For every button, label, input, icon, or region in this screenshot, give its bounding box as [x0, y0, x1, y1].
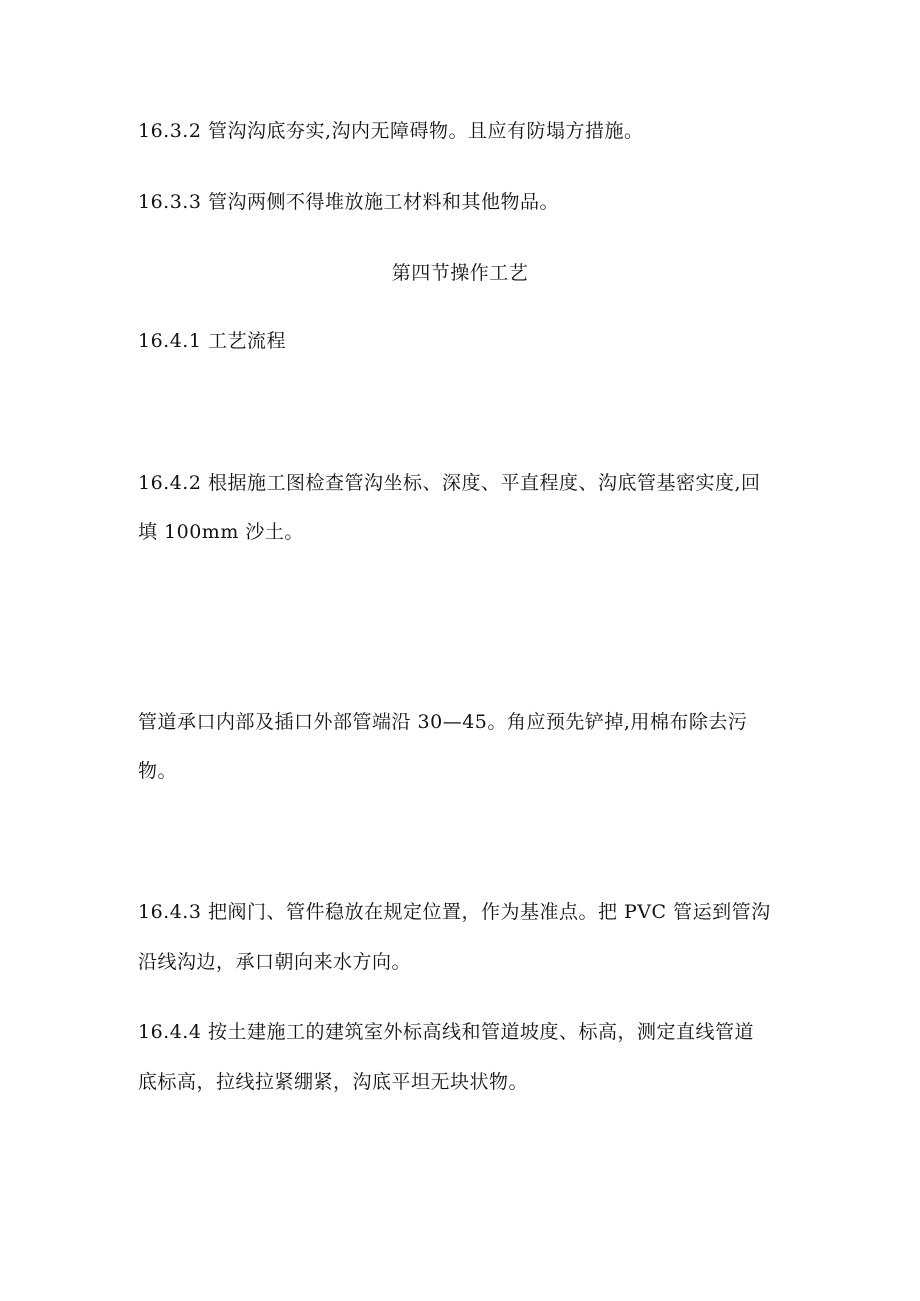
paragraph-16-4-3-line-1: 16.4.3 把阀门、管件稳放在规定位置，作为基准点。把 PVC 管运到管沟	[138, 901, 771, 923]
paragraph-pipe-end-line-1: 管道承口内部及插口外部管端沿 30—45。角应预先铲掉,用棉布除去污	[138, 711, 748, 733]
paragraph-16-3-3: 16.3.3 管沟两侧不得堆放施工材料和其他物品。	[138, 191, 559, 213]
paragraph-16-4-2-line-2: 填 100mm 沙土。	[138, 521, 304, 543]
paragraph-16-4-4-line-2: 底标高，拉线拉紧绷紧，沟底平坦无块状物。	[138, 1071, 529, 1093]
paragraph-16-3-2: 16.3.2 管沟沟底夯实,沟内无障碍物。且应有防塌方措施。	[138, 120, 644, 142]
paragraph-16-4-4-line-1: 16.4.4 按土建施工的建筑室外标高线和管道坡度、标高，测定直线管道	[138, 1021, 754, 1043]
paragraph-16-4-1: 16.4.1 工艺流程	[138, 330, 286, 352]
section-heading: 第四节操作工艺	[391, 262, 529, 284]
paragraph-pipe-end-line-2: 物。	[138, 760, 178, 782]
paragraph-16-4-3-line-2: 沿线沟边，承口朝向来水方向。	[138, 951, 412, 973]
paragraph-16-4-2-line-1: 16.4.2 根据施工图检查管沟坐标、深度、平直程度、沟底管基密实度,回	[138, 472, 761, 494]
